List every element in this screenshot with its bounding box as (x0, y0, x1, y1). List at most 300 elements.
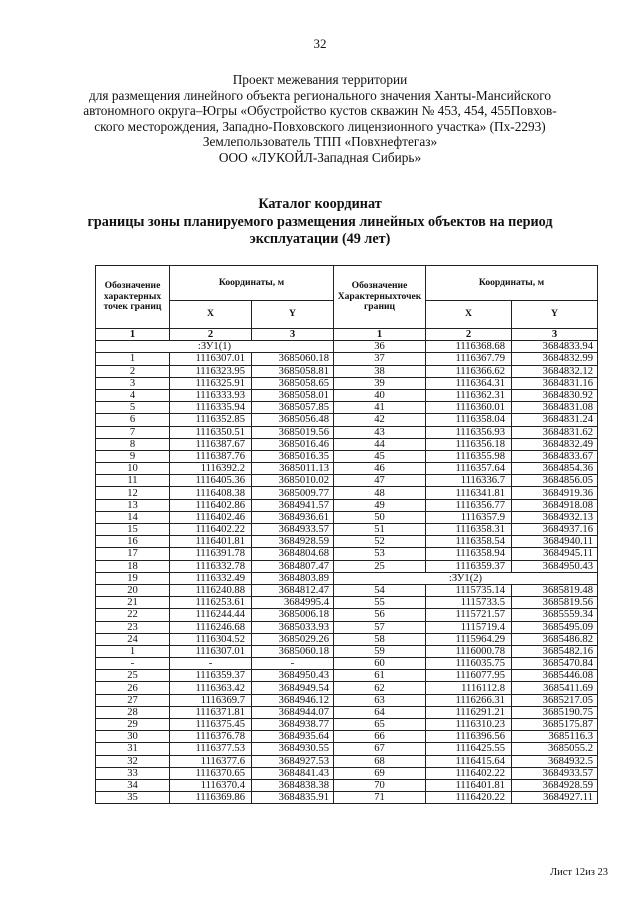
point-cell: 8 (96, 438, 170, 450)
col-number: 1 (96, 329, 170, 341)
point-cell: 17 (96, 548, 170, 560)
x-cell: 1116244.44 (170, 609, 252, 621)
col-header-y: Y (252, 301, 334, 329)
y-cell: 3684938.77 (252, 719, 334, 731)
y-cell: 3684832.12 (512, 365, 598, 377)
point-cell: 24 (96, 633, 170, 645)
y-cell: 3684936.61 (252, 511, 334, 523)
point-cell: 61 (334, 670, 426, 682)
point-cell: 3 (96, 377, 170, 389)
table-row (334, 706, 598, 718)
x-cell: 1116077.95 (426, 670, 512, 682)
table-row (334, 365, 598, 377)
catalog-title (40, 196, 600, 249)
x-cell: 1116377.6 (170, 755, 252, 767)
sheet-footer: Лист 12из 23 (549, 867, 608, 878)
table-row (334, 645, 598, 657)
point-cell: 13 (96, 499, 170, 511)
y-cell: 3685016.46 (252, 438, 334, 450)
point-cell: 65 (334, 719, 426, 731)
table-row (96, 353, 334, 365)
y-cell: 3685486.82 (512, 633, 598, 645)
table-row (96, 719, 334, 731)
col-header-y: Y (512, 301, 598, 329)
x-cell: 1116356.93 (426, 426, 512, 438)
x-cell: 1116356.77 (426, 499, 512, 511)
x-cell: 1116291.21 (426, 706, 512, 718)
table-row (334, 341, 598, 353)
x-cell: 1116371.81 (170, 706, 252, 718)
table-row (334, 389, 598, 401)
header-line: ского месторождения, Западно-Повховского лицензионного участка» (Пх-2293) (94, 118, 546, 134)
point-cell: 50 (334, 511, 426, 523)
col-header-coords: Координаты, м (170, 266, 334, 301)
point-cell: 58 (334, 633, 426, 645)
point-cell: 9 (96, 450, 170, 462)
point-cell: 12 (96, 487, 170, 499)
col-header-x: X (170, 301, 252, 329)
table-row (96, 755, 334, 767)
table-row (334, 377, 598, 389)
x-cell: 1116358.31 (426, 524, 512, 536)
table-row (96, 645, 334, 657)
y-cell: 3685819.48 (512, 584, 598, 596)
point-cell: 64 (334, 706, 426, 718)
point-cell: 45 (334, 450, 426, 462)
y-cell: 3684918.08 (512, 499, 598, 511)
table-row (334, 450, 598, 462)
section-row (334, 572, 598, 584)
x-cell: 1116310.23 (426, 719, 512, 731)
table-row (334, 779, 598, 791)
y-cell: 3684928.59 (512, 779, 598, 791)
header-line: ООО «ЛУКОЙЛ-Западная Сибирь» (218, 149, 422, 165)
table-row (96, 658, 334, 670)
x-cell: 1116359.37 (170, 670, 252, 682)
point-cell: 10 (96, 463, 170, 475)
point-cell: 34 (96, 779, 170, 791)
col-number: 3 (252, 329, 334, 341)
y-cell: 3684941.57 (252, 499, 334, 511)
y-cell: 3684930.55 (252, 743, 334, 755)
header-line: Проект межевания территории (232, 72, 408, 87)
y-cell: 3684833.94 (512, 341, 598, 353)
x-cell: 1116376.78 (170, 731, 252, 743)
point-cell: 42 (334, 414, 426, 426)
y-cell: 3684831.24 (512, 414, 598, 426)
x-cell: 1115964.29 (426, 633, 512, 645)
page-number: 32 (313, 36, 327, 51)
x-cell: 1116415.64 (426, 755, 512, 767)
x-cell: 1116253.61 (170, 597, 252, 609)
y-cell: 3685559.34 (512, 609, 598, 621)
y-cell: 3685470.84 (512, 658, 598, 670)
table-row (96, 621, 334, 633)
point-cell: 37 (334, 353, 426, 365)
table-row (334, 414, 598, 426)
point-cell: 40 (334, 389, 426, 401)
coordinates-table-left (95, 265, 334, 804)
y-cell: 3684935.64 (252, 731, 334, 743)
y-cell: 3684932.13 (512, 511, 598, 523)
point-cell: 35 (96, 792, 170, 804)
x-cell: 1116405.36 (170, 475, 252, 487)
y-cell: 3684830.92 (512, 389, 598, 401)
col-number: 1 (334, 329, 426, 341)
y-cell: 3684854.36 (512, 463, 598, 475)
y-cell: 3685446.08 (512, 670, 598, 682)
col-number: 2 (170, 329, 252, 341)
header-line: Землепользователь ТПП «Повхнефтегаз» (202, 134, 438, 149)
table-row (334, 597, 598, 609)
y-cell: 3685056.48 (252, 414, 334, 426)
y-cell: 3684807.47 (252, 560, 334, 572)
x-cell: 1116370.65 (170, 767, 252, 779)
y-cell: 3685190.75 (512, 706, 598, 718)
x-cell: 1116333.93 (170, 389, 252, 401)
point-cell: 63 (334, 694, 426, 706)
x-cell: 1116391.78 (170, 548, 252, 560)
point-cell: 56 (334, 609, 426, 621)
table-row (334, 475, 598, 487)
table-row (96, 414, 334, 426)
point-cell: 26 (96, 682, 170, 694)
point-cell: 30 (96, 731, 170, 743)
y-cell: 3684838.38 (252, 779, 334, 791)
table-row (96, 536, 334, 548)
y-cell: 3684833.67 (512, 450, 598, 462)
x-cell: 1115721.57 (426, 609, 512, 621)
point-cell: 55 (334, 597, 426, 609)
y-cell: 3685495.09 (512, 621, 598, 633)
col-header-point: Обозначение Характерныхточек границ (334, 266, 426, 329)
table-row (334, 743, 598, 755)
point-cell: 28 (96, 706, 170, 718)
table-row (334, 792, 598, 804)
section-label: :ЗУ1(1) (96, 341, 334, 353)
x-cell: 1116240.88 (170, 584, 252, 596)
y-cell: 3685009.77 (252, 487, 334, 499)
table-row (96, 524, 334, 536)
table-row (96, 475, 334, 487)
table-row (334, 524, 598, 536)
point-cell: 70 (334, 779, 426, 791)
y-cell: 3684937.16 (512, 524, 598, 536)
x-cell: 1116392.2 (170, 463, 252, 475)
table-row (334, 548, 598, 560)
table-row (96, 438, 334, 450)
point-cell: 60 (334, 658, 426, 670)
y-cell: 3684831.08 (512, 402, 598, 414)
point-cell: 7 (96, 426, 170, 438)
point-cell: 27 (96, 694, 170, 706)
y-cell: 3684831.62 (512, 426, 598, 438)
y-cell: 3685029.26 (252, 633, 334, 645)
table-row (334, 670, 598, 682)
table-row (334, 767, 598, 779)
table-row (96, 572, 334, 584)
point-cell: 62 (334, 682, 426, 694)
point-cell: 18 (96, 560, 170, 572)
y-cell: 3685060.18 (252, 645, 334, 657)
catalog-line: эксплуатации (49 лет) (249, 231, 391, 247)
table-row (96, 499, 334, 511)
x-cell: 1116362.31 (426, 389, 512, 401)
x-cell: 1116401.81 (170, 536, 252, 548)
table-row (334, 658, 598, 670)
y-cell: 3684950.43 (512, 560, 598, 572)
point-cell: 66 (334, 731, 426, 743)
x-cell: 1116366.62 (426, 365, 512, 377)
point-cell: 4 (96, 389, 170, 401)
y-cell: 3684946.12 (252, 694, 334, 706)
table-row (96, 426, 334, 438)
table-row (96, 548, 334, 560)
x-cell: 1116364.31 (426, 377, 512, 389)
x-cell: 1116420.22 (426, 792, 512, 804)
point-cell: 25 (96, 670, 170, 682)
y-cell: 3685055.2 (512, 743, 598, 755)
point-cell: 5 (96, 402, 170, 414)
y-cell: 3684949.54 (252, 682, 334, 694)
x-cell: 1115735.14 (426, 584, 512, 596)
x-cell: 1116332.78 (170, 560, 252, 572)
y-cell: 3684945.11 (512, 548, 598, 560)
x-cell: 1116375.45 (170, 719, 252, 731)
y-cell: 3684841.43 (252, 767, 334, 779)
y-cell: 3684932.5 (512, 755, 598, 767)
point-cell: 32 (96, 755, 170, 767)
header-line: для размещения линейного объекта регионального значения Ханты-Мансийского (88, 87, 551, 103)
table-row (334, 402, 598, 414)
x-cell: 1116370.4 (170, 779, 252, 791)
table-row (96, 694, 334, 706)
x-cell: 1116402.22 (426, 767, 512, 779)
y-cell: 3684927.53 (252, 755, 334, 767)
y-cell: 3684919.36 (512, 487, 598, 499)
y-cell: 3684950.43 (252, 670, 334, 682)
y-cell: 3685060.18 (252, 353, 334, 365)
y-cell: 3685006.18 (252, 609, 334, 621)
catalog-line: Каталог координат (258, 196, 382, 212)
section-label: :ЗУ1(2) (334, 572, 598, 584)
table-row (334, 584, 598, 596)
y-cell: 3684812.47 (252, 584, 334, 596)
point-cell: 41 (334, 402, 426, 414)
table-row (334, 536, 598, 548)
x-cell: 1116408.38 (170, 487, 252, 499)
point-cell: 15 (96, 524, 170, 536)
y-cell: 3685010.02 (252, 475, 334, 487)
point-cell: 1 (96, 645, 170, 657)
table-row (334, 463, 598, 475)
table-row (96, 633, 334, 645)
table-row (96, 389, 334, 401)
x-cell: 1116367.79 (426, 353, 512, 365)
y-cell: 3685116.3 (512, 731, 598, 743)
table-row (96, 792, 334, 804)
x-cell: 1116325.91 (170, 377, 252, 389)
y-cell: 3685058.81 (252, 365, 334, 377)
point-cell: 59 (334, 645, 426, 657)
point-cell: 68 (334, 755, 426, 767)
table-row (334, 633, 598, 645)
y-cell: 3685058.01 (252, 389, 334, 401)
x-cell: 1116360.01 (426, 402, 512, 414)
y-cell: 3684832.49 (512, 438, 598, 450)
table-row (334, 511, 598, 523)
table-row (96, 682, 334, 694)
point-cell: 19 (96, 572, 170, 584)
table-row (96, 560, 334, 572)
y-cell: 3684831.16 (512, 377, 598, 389)
col-header-coords: Координаты, м (426, 266, 598, 301)
x-cell: 1116369.86 (170, 792, 252, 804)
table-row (96, 402, 334, 414)
y-cell: 3685019.56 (252, 426, 334, 438)
y-cell: - (252, 658, 334, 670)
table-row (96, 706, 334, 718)
point-cell: 21 (96, 597, 170, 609)
point-cell: 48 (334, 487, 426, 499)
col-number: 3 (512, 329, 598, 341)
x-cell: 1116368.68 (426, 341, 512, 353)
x-cell: 1115733.5 (426, 597, 512, 609)
point-cell: 52 (334, 536, 426, 548)
point-cell: 31 (96, 743, 170, 755)
point-cell: 16 (96, 536, 170, 548)
col-header-point: Обозначение характерных точек границ (96, 266, 170, 329)
y-cell: 3684803.89 (252, 572, 334, 584)
x-cell: 1116307.01 (170, 353, 252, 365)
point-cell: 11 (96, 475, 170, 487)
x-cell: 1116377.53 (170, 743, 252, 755)
table-row (96, 511, 334, 523)
x-cell: 1115719.4 (426, 621, 512, 633)
table-row (334, 731, 598, 743)
point-cell: 46 (334, 463, 426, 475)
point-cell: 14 (96, 511, 170, 523)
table-row (96, 743, 334, 755)
y-cell: 3685057.85 (252, 402, 334, 414)
x-cell: - (170, 658, 252, 670)
x-cell: 1116369.7 (170, 694, 252, 706)
table-row (96, 487, 334, 499)
point-cell: 47 (334, 475, 426, 487)
point-cell: 38 (334, 365, 426, 377)
point-cell: 49 (334, 499, 426, 511)
y-cell: 3685016.35 (252, 450, 334, 462)
point-cell: - (96, 658, 170, 670)
x-cell: 1116246.68 (170, 621, 252, 633)
y-cell: 3684832.99 (512, 353, 598, 365)
point-cell: 53 (334, 548, 426, 560)
point-cell: 43 (334, 426, 426, 438)
col-number: 2 (426, 329, 512, 341)
y-cell: 3685217.05 (512, 694, 598, 706)
x-cell: 1116323.95 (170, 365, 252, 377)
point-cell: 2 (96, 365, 170, 377)
x-cell: 1116358.94 (426, 548, 512, 560)
y-cell: 3685058.65 (252, 377, 334, 389)
x-cell: 1116350.51 (170, 426, 252, 438)
point-cell: 67 (334, 743, 426, 755)
x-cell: 1116335.94 (170, 402, 252, 414)
y-cell: 3684927.11 (512, 792, 598, 804)
x-cell: 1116357.9 (426, 511, 512, 523)
col-header-x: X (426, 301, 512, 329)
x-cell: 1116332.49 (170, 572, 252, 584)
x-cell: 1116358.54 (426, 536, 512, 548)
x-cell: 1116341.81 (426, 487, 512, 499)
point-cell: 23 (96, 621, 170, 633)
x-cell: 1116358.04 (426, 414, 512, 426)
point-cell: 25 (334, 560, 426, 572)
y-cell: 3684933.57 (252, 524, 334, 536)
x-cell: 1116363.42 (170, 682, 252, 694)
y-cell: 3684995.4 (252, 597, 334, 609)
table-row (96, 767, 334, 779)
point-cell: 6 (96, 414, 170, 426)
y-cell: 3685011.13 (252, 463, 334, 475)
table-row (96, 463, 334, 475)
x-cell: 1116112.8 (426, 682, 512, 694)
point-cell: 29 (96, 719, 170, 731)
x-cell: 1116359.37 (426, 560, 512, 572)
table-row (334, 499, 598, 511)
table-row (96, 779, 334, 791)
y-cell: 3684933.57 (512, 767, 598, 779)
table-row (96, 450, 334, 462)
point-cell: 71 (334, 792, 426, 804)
point-cell: 44 (334, 438, 426, 450)
table-row (334, 353, 598, 365)
x-cell: 1116425.55 (426, 743, 512, 755)
table-row (334, 621, 598, 633)
y-cell: 3684856.05 (512, 475, 598, 487)
table-row (334, 426, 598, 438)
table-row (334, 609, 598, 621)
y-cell: 3685175.87 (512, 719, 598, 731)
x-cell: 1116396.56 (426, 731, 512, 743)
x-cell: 1116000.78 (426, 645, 512, 657)
point-cell: 36 (334, 341, 426, 353)
point-cell: 39 (334, 377, 426, 389)
y-cell: 3685819.56 (512, 597, 598, 609)
x-cell: 1116336.7 (426, 475, 512, 487)
table-row (334, 487, 598, 499)
point-cell: 20 (96, 584, 170, 596)
x-cell: 1116401.81 (426, 779, 512, 791)
point-cell: 57 (334, 621, 426, 633)
x-cell: 1116307.01 (170, 645, 252, 657)
x-cell: 1116402.46 (170, 511, 252, 523)
point-cell: 33 (96, 767, 170, 779)
x-cell: 1116035.75 (426, 658, 512, 670)
point-cell: 54 (334, 584, 426, 596)
y-cell: 3684835.91 (252, 792, 334, 804)
table-row (96, 731, 334, 743)
point-cell: 22 (96, 609, 170, 621)
y-cell: 3685482.16 (512, 645, 598, 657)
header-line: автономного округа–Югры «Обустройство кустов скважин № 453, 454, 455Повхов- (83, 103, 557, 118)
table-row (334, 682, 598, 694)
x-cell: 1116402.22 (170, 524, 252, 536)
table-row (334, 755, 598, 767)
y-cell: 3684940.11 (512, 536, 598, 548)
table-row (96, 670, 334, 682)
table-row (96, 365, 334, 377)
